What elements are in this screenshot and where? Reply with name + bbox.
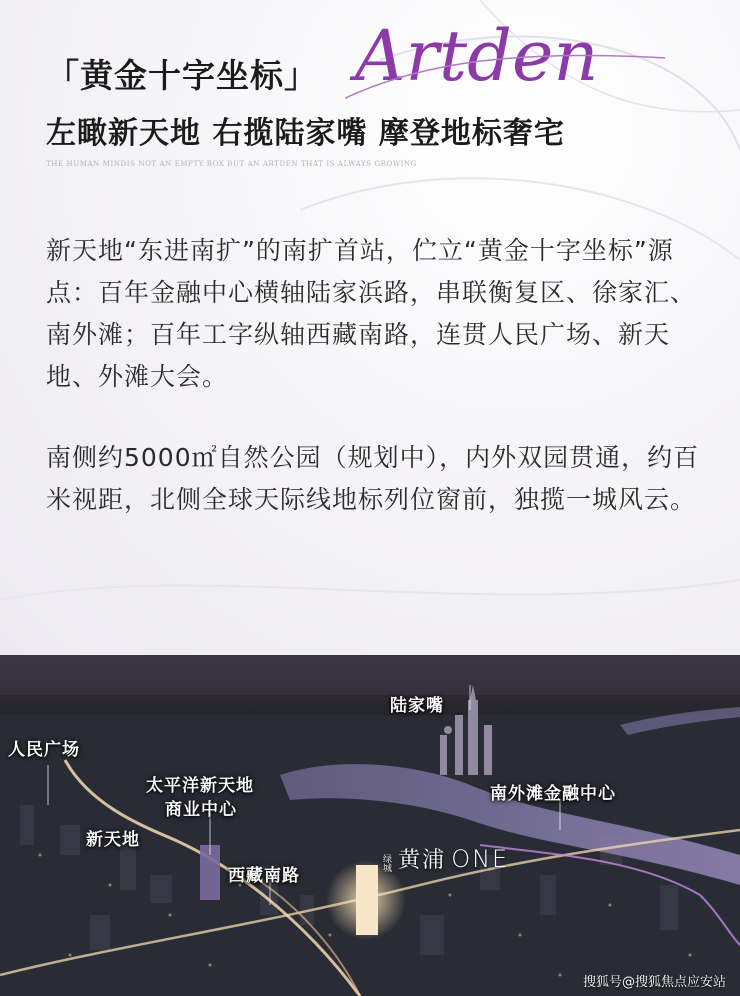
project-tower	[356, 865, 378, 935]
headline-subtitle: 左瞰新天地 右揽陆家嘴 摩登地标奢宅	[46, 116, 565, 151]
aerial-map-image	[0, 655, 740, 996]
label-lujiazui: 陆家嘴	[390, 696, 444, 716]
label-pacific-xintiandi: 太平洋新天地	[146, 776, 254, 796]
label-renmin-square: 人民广场	[8, 740, 80, 760]
label-xizang-road: 西藏南路	[228, 866, 300, 886]
project-logo-one: ONE	[451, 845, 510, 873]
project-logo-small: 绿城	[381, 853, 391, 872]
sohu-watermark: 搜狐号@搜狐焦点应安站	[582, 975, 726, 990]
paragraph-location: 新天地“东进南扩”的南扩首站，伫立“黄金十字坐标”源点：百年金融中心横轴陆家浜路，串联衡复区、徐家汇、南外滩；百年工字纵轴西藏南路，连贯人民广场、新天地、外滩大会。	[46, 236, 697, 391]
project-logo-main: 黄浦	[398, 848, 447, 873]
headline-golden-cross: 「黄金十字坐标」	[46, 56, 318, 95]
artden-script-logo	[345, 8, 675, 108]
paragraph-park: 南侧约5000㎡自然公园（规划中），内外双园贯通，约百米视距，北侧全球天际线地标列位窗前，独揽一城风云。	[46, 443, 700, 514]
project-logo	[380, 843, 509, 874]
artden-script-text: Artden	[355, 15, 599, 97]
english-tagline: THE HUMAN MINDIS NOT AN EMPTY BOX BUT AN ARTDEN THAT IS ALWAYS GROWING	[46, 160, 417, 168]
label-south-bund-finance: 南外滩金融中心	[490, 784, 616, 804]
label-xintiandi: 新天地	[86, 830, 140, 850]
label-commercial-center: 商业中心	[165, 800, 237, 820]
